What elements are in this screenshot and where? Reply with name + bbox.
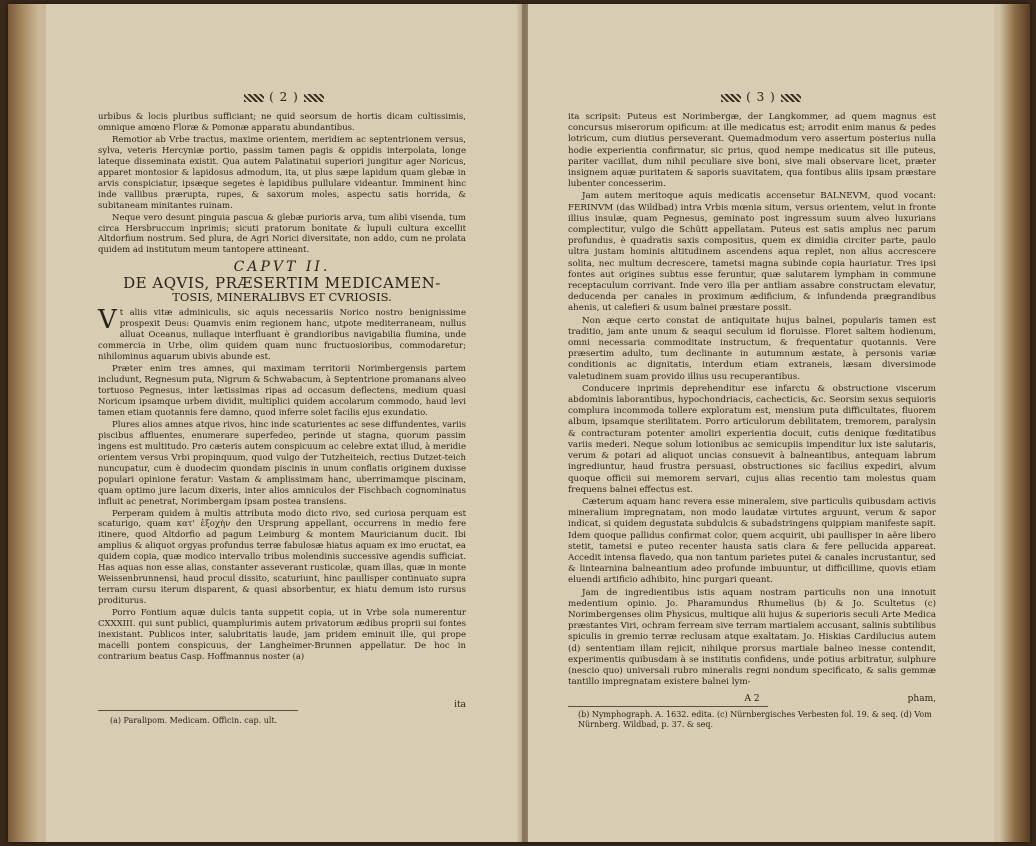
drop-cap: V (98, 305, 117, 336)
footnote: (b) Nymphograph. A. 1632. edita. (c) Nürnbergisches Verbesten fol. 19. & seq. (d) Vom Nürnberg. Wildbad, p. 37. & seq. (578, 710, 932, 729)
paragraph-text: t aliis vitæ adminiculis, sic aquis necessariis Norico nostro benignissime prospexit Deus: Quamvis enim regionem hanc, utpote mediterraneam, nullus alluat Oceanus, nullaque interfluant è grandioribus navigabilia flumina, unde commercia in Urbe, olim quidem quam nunc fructuosioribus, commodaretur; nihilominus aquarum ubivis abunde est. (98, 308, 466, 363)
paragraph: Porro Fontium aquæ dulcis tanta suppetit copia, ut in Vrbe sola numerentur CXXXIII. qui sunt publici, quamplurimis autem privatorum ædibus proprii sui fontes inexistant. Publicos inter, salubritatis laude, jam pridem eminuit ille, qui prope macelli pontem conspicuus, der Langheimer-Brunnen appellatur. De hoc in contrarium beatus Casp. Hoffmannus noster (a) (98, 608, 466, 662)
footnote-rule (568, 706, 768, 707)
chapter-title: DE AQVIS, PRÆSERTIM MEDICAMEN- (123, 274, 441, 293)
ornament-icon (721, 94, 741, 102)
paragraph: ita scripsit: Puteus est Norimbergæ, der Langkommer, ad quem magnus est concursus miserorum opificum: at ille medicatus est; arrodit enim manus & pedes lotricum, cum diutius perseverant. Quemadmodum vero assertum posterius nulla hodie experientia confirmatur, sic prius, quod nempe medicatus sit ille puteus, pariter vacillat, dum nihil peculiare sive boni, sive mali observare licet, præter insignem aquæ puritatem & saporis suavitatem, qua fontibus aliis ipsam præstare lubenter concesserim. (568, 112, 936, 190)
paragraph: Perperam quidem à multis attributa modo dicto rivo, sed curiosa perquam est scaturigo, quam κατ' ἐξοχὴν den Ursprung appellant, occurrens in medio fere itinere, quod Altdorfio ad pagum Leimburg & montem Mauricianum ducit. Ibi amplius & aliquot orgyas profundus terræ fabulosæ hiatus aquam ex imo eructat, ea quidem copia, quæ modico intervallo tribus molendinis successive agendis sufficiat. Has aquas non esse alias, constanter asseverant rusticolæ, quam illas, quæ in monte Weissenbrunnensi, haud procul dissito, scaturiunt, hinc paullisper continuato supra terram cursu iterum disparent, & quasi absorbentur, ex hiatu demum isto rursus proditurus. (98, 508, 466, 607)
paragraph: Conducere inprimis deprehenditur ese infarctu & obstructione viscerum abdominis laborantibus, hypochondriacis, cachecticis, &c. Seorsim sexus sequioris complura incommoda tollere exploratum est, mensium puta difficultates, fluorem album, ipsamque sterilitatem. Porro articulorum debilitatem, tremorem, paralysin & contracturam potenter amoliri experientia docuit, cutis denique fœditatibus variis mederi. Neque solum lotionibus ac semicupiis impenditur lux iste salutaris, verum & potari ad aliquot uncias consuevit à balneantibus, antequam labrum ingrediuntur, haud frustra persuasi, obstructiones sic facilius expediri, alvum quoque officii sui memorem servari, cujus alias recentio tam molestus quam frequens balnei effectus est. (568, 383, 936, 495)
footnote-rule (98, 710, 298, 711)
right-page (528, 4, 994, 842)
paragraph: Jam de ingredientibus istis aquam nostram particulis non una innotuit medentium opinio. Jo. Pharamundus Rhumelius (b) & Jo. Scultetus (c) Norimbergenses olim Physicus, multique alii hujus & superioris seculi Arte Medica præstantes Viri, ochram ferream sive terram martialem accusant, salinis subtilibus spiculis in gremio terræ reclusam atque exaltatam. Jo. Hiskias Cardilucius autem (d) sententiam illam rejicit, nihilque prorsus martiale balneo inesse contendit, experimentis quibusdam à se institutis confidens, unde potius arbitratur, sulphure (nescio quo) universali rubro mineralis regni nondum specificato, & salis gemmæ tantillo impregnatam existere balnei lym- (568, 587, 936, 688)
page-header (46, 90, 522, 104)
paragraph: Præter enim tres amnes, qui maximam territorii Norimbergensis partem includunt, Regnesum puta, Nigrum & Schwabacum, à Septentrione promanans alveo tortuoso Pegnesus, inter lætissimas ripas ad occasum deflectens, medium quasi Noricum ipsamque urbem dividit, multiplici quidem accolarum commodo, haud levi tamen etiam quotannis fere damno, quod inferre solet facilis ejus exundatio. (98, 364, 466, 418)
catchword: ita (454, 700, 466, 710)
left-page-text (98, 112, 466, 664)
page-header (528, 90, 994, 104)
page-number: ( 3 ) (746, 90, 776, 104)
page-number: ( 2 ) (269, 90, 299, 104)
footnote: (a) Paralipom. Medicam. Officin. cap. ult. (110, 716, 278, 725)
book-spread (8, 4, 1030, 842)
signature-mark: A 2 (744, 694, 760, 704)
ornament-icon (304, 94, 324, 102)
left-page (46, 4, 522, 842)
chapter-number: CAPVT II. (233, 259, 331, 276)
paragraph: Remotior ab Vrbe tractus, maxime orientem, meridiem ac septentrionem versus, sylva, veteris Hercyniæ portio, passim tamen pagis & oppidis interpolata, longe lateque disseminata existit. Qua autem Palatinatui superiori jungitur ager Noricus, apparet montosior & lapidosus admodum, ita, ut plus sæpe lapidum quam glebæ in arvis conspiciatur, ipsæque segetes è lapidibus pullulare videantur. Imminent hinc inde vallibus prærupta, rupes, & saxorum moles, aspectu satis horrida, & subitaneam minitantes ruinam. (98, 134, 466, 211)
catchword: pham, (907, 694, 936, 704)
paragraph (98, 305, 466, 363)
chapter-subtitle: TOSIS, MINERALIBVS ET CVRIOSIS. (172, 290, 392, 305)
right-page-text (568, 112, 936, 689)
paragraph: Non æque certo constat de antiquitate hujus balnei, popularis tamen est traditio, jam ante unum & seaqui seculum id floruisse. Floret saltem hodienum, omni necessaria commoditate instructum, & frequentatur quotannis. Vere præsertim adulto, tum declinante in autumnum æstate, à personis variæ conditionis ac dignitatis, interdum etiam extraneis, læsam diversimode valetudinem suam provido illius usu recuperantibus. (568, 315, 936, 382)
paragraph: Jam autem meritoque aquis medicatis accensetur BALNEVM, quod vocant: FERINVM (das Wildbad) intra Vrbis mœnia situm, versus orientem, velut in fronte illius insulæ, quam Pegnesus, geminato post ingressum suum alveo luxurians complectitur, vulgo die Schütt appellatam. Puteus est satis amplus nec parum profundus, è quadratis saxis compositus, quem ex dimidia circiter parte, paulo ultra justam hominis altitudinem ascendens aqua replet, non alius accrescere solita, nec multum decrescere, tametsi magna subinde copia hauriatur. Tres ipsi fontes aut origines subtus esse feruntur, quæ salutarem lympham in commune receptaculum corrivant. Inde vero illa per antliam assabre constructam elevatur, deducenda per canales in proximum ædificium, & infundenda prægrandibus ahenis, ut calefieri & usum balnei præstare possit. (568, 191, 936, 314)
paragraph: Plures alios amnes atque rivos, hinc inde scaturientes ac sese diffundentes, variis piscibus affluentes, enumerare superfedeo, perinde ut stagna, quorum passim ingens est multitudo. Pro cæteris autem conspicuum ac celebre extat illud, à meridie orientem versus Vrbi propinquum, quod vulgo der Tutzheiteich, rectius Dutzet-teich nuncupatur, cum è duodecim quondam piscinis in unum conflatis originem duxisse populari opinione feratur: Vastam & amplissimam hanc, uberrimamque piscinam, quam optimo jure lacum dixeris, inter alios amniculos der Fischbach cognominatus influit ac penetrat, Norimbergam ipsam postea transiens. (98, 419, 466, 507)
ornament-icon (244, 94, 264, 102)
paragraph: urbibus & locis pluribus sufficiant; ne quid seorsum de hortis dicam cultissimis, omnique amœno Floræ & Pomonæ apparatu abundantibus. (98, 112, 466, 133)
paragraph: Neque vero desunt pinguia pascua & glebæ purioris arva, tum alibi visenda, tum circa Hersbruccum inprimis; sicuti pratorum bonitate & lupuli cultura excellit Altdorfium nostrum. Sed plura, de Agri Norici diversitate, non addo, cum ne prolata quidem ad institutum meum tantopere attineant. (98, 212, 466, 256)
ornament-icon (781, 94, 801, 102)
paragraph: Cæterum aquam hanc revera esse mineralem, sive particulis quibusdam activis mineralium impregnatam, non modo laudatæ virtutes arguunt, verum & sapor indicat, si quidem degustata subdulcis & subadstringens quippiam manifeste sapit. Idem quoque pallidus confirmat color, quem acquirit, ubi paullisper in aëre libero stetit, tametsi e puteo recenter hausta satis clara & fere pellucida appareat. Accedit intensa flavedo, qua non tantum parietes putei & canales incrustantur, sed & lintearnina balneantium adeo profunde imbuuntur, ut difficillime, quovis etiam eluendi artificio adhibito, hinc purgari queant. (568, 496, 936, 586)
